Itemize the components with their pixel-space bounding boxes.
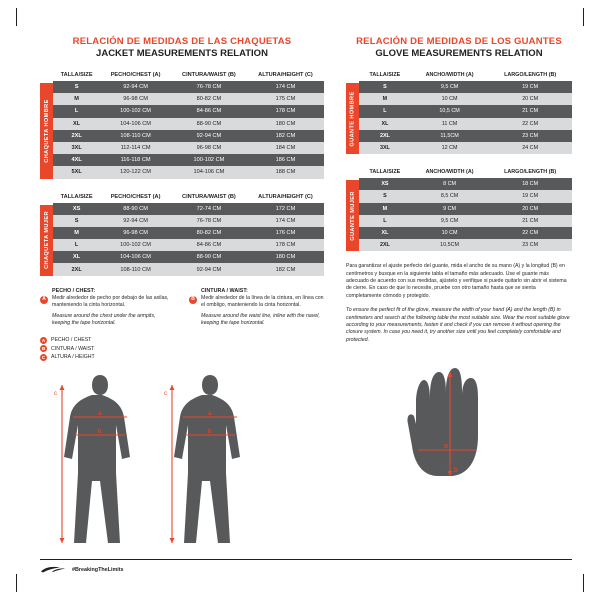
cell-value: 80-82 CM [171, 93, 247, 105]
cell-value: 76-78 CM [171, 215, 247, 227]
cell-value: 9,5 CM [411, 81, 488, 93]
cell-size: S [359, 190, 411, 202]
cell-value: 8,5 CM [411, 190, 488, 202]
cell-value: 12 CM [411, 142, 488, 154]
cell-size: L [359, 105, 411, 117]
table-row [359, 142, 572, 154]
table-row [53, 215, 324, 227]
cell-value: 174 CM [247, 81, 324, 93]
glove-instructions-en: To ensure the perfect fit of the glove, measure the width of your hand (A) and the length (B) in centimeters and search at the following table the most suitable size. Wear the most suitable glove according to your measurements, fasten it and check if you can remove it without opening the closure system. In case you need it, try another size until you feel completely comfortable and protected. [346, 307, 570, 343]
cell-value: 100-102 CM [171, 154, 247, 166]
cell-value: 20 CM [488, 93, 572, 105]
cell-value: 9 CM [411, 203, 488, 215]
cell-value: 21 CM [488, 215, 572, 227]
glove-figure [346, 350, 572, 495]
cell-value: 108-110 CM [100, 263, 171, 275]
table-header-row [359, 69, 572, 81]
cell-value: 100-102 CM [100, 105, 171, 117]
table-row [359, 93, 572, 105]
cell-value: 22 CM [488, 118, 572, 130]
table-header-row [53, 191, 324, 203]
cell-value: 104-106 CM [100, 251, 171, 263]
body-front-figure [64, 375, 130, 543]
note-chest-label: PECHO / CHEST: [52, 287, 96, 294]
note-chest-es: Medir alrededor de pecho por debajo de las axilas, manteniendo la cinta horizontal. [52, 294, 169, 308]
cell-size: 5XL [53, 166, 100, 178]
jacket-men-tab-label: CHAQUETA HOMBRE [43, 99, 50, 163]
cell-value: 112-114 CM [100, 142, 171, 154]
cell-value: 116-118 CM [100, 154, 171, 166]
cell-value: 100-102 CM [100, 239, 171, 251]
cell-value: 188 CM [247, 166, 324, 178]
col-length: LARGO/LENGTH (B) [504, 169, 557, 176]
table-row [53, 227, 324, 239]
cell-size: 3XL [359, 142, 411, 154]
cell-value: 80-82 CM [171, 227, 247, 239]
glove-hand-figure [346, 350, 572, 490]
cell-size: S [53, 81, 100, 93]
glove-women-tab-label: GUANTE MUJER [349, 190, 356, 241]
cell-size: L [53, 105, 100, 117]
cell-size: XS [53, 203, 100, 215]
cell-value: 92-94 CM [171, 263, 247, 275]
table-row [359, 118, 572, 130]
table-row [53, 154, 324, 166]
bullet-b-icon: B [189, 296, 197, 304]
note-waist [189, 288, 324, 327]
body-figure-group [40, 365, 324, 555]
cell-value: 104-106 CM [171, 166, 247, 178]
cell-value: 9,5 CM [411, 215, 488, 227]
col-waist: CINTURA/WAIST (B) [182, 72, 236, 78]
svg-text:c: c [54, 390, 57, 397]
cell-value: 176 CM [247, 227, 324, 239]
legend-label: PECHO / CHEST [51, 337, 92, 344]
cell-value: 92-94 CM [171, 130, 247, 142]
cell-value: 11,5CM [411, 130, 488, 142]
cell-size: M [359, 93, 411, 105]
svg-text:b: b [208, 428, 212, 435]
table-row [53, 130, 324, 142]
cell-size: 2XL [359, 239, 411, 251]
note-waist-label: CINTURA / WAIST: [201, 287, 248, 294]
cell-value: 180 CM [247, 251, 324, 263]
table-row [53, 263, 324, 275]
glove-men-table-wrap [346, 69, 572, 154]
jacket-men-tab [40, 83, 53, 179]
jacket-women-tbody [53, 203, 324, 276]
table-row [53, 118, 324, 130]
brand-logo-icon [40, 565, 66, 574]
cell-value: 184 CM [247, 142, 324, 154]
cell-size: 2XL [53, 263, 100, 275]
table-row [53, 81, 324, 93]
glove-men-tab [346, 83, 359, 154]
cell-value: 19 CM [488, 190, 572, 202]
table-row [53, 93, 324, 105]
cell-value: 84-86 CM [171, 105, 247, 117]
cell-size: XS [359, 178, 411, 190]
col-chest: PECHO/CHEST (A) [110, 193, 161, 200]
note-chest-en: Measure around the chest under the armpits, keeping the tape horizontal. [52, 312, 156, 326]
table-row [53, 166, 324, 178]
cell-size: XL [359, 118, 411, 130]
cell-value: 11 CM [411, 118, 488, 130]
table-row [53, 203, 324, 215]
glove-women-table [359, 166, 572, 251]
col-height: ALTURA/HEIGHT (C) [258, 72, 313, 78]
note-waist-es: Medir alrededor de la línea de la cintura, en línea con el ombligo, manteniendo la cinta horizontal. [201, 294, 324, 308]
cell-size: 3XL [53, 142, 100, 154]
glove-women-table-wrap [346, 166, 572, 251]
svg-text:b: b [454, 467, 458, 474]
table-row [359, 227, 572, 239]
glove-men-table [359, 69, 572, 154]
legend-mark-icon: A [41, 337, 46, 343]
svg-text:a: a [444, 443, 448, 450]
glove-instructions [346, 263, 572, 344]
cell-value: 21 CM [488, 105, 572, 117]
cell-size: S [359, 81, 411, 93]
col-height: ALTURA/HEIGHT (C) [258, 193, 313, 200]
cell-value: 186 CM [247, 154, 324, 166]
crop-mark-top-right [583, 8, 584, 26]
jacket-title-en: JACKET MEASUREMENTS RELATION [96, 48, 268, 59]
cell-value: 96-98 CM [100, 227, 171, 239]
svg-text:c: c [164, 390, 167, 397]
cell-value: 10 CM [411, 93, 488, 105]
table-row [53, 105, 324, 117]
col-chest: PECHO/CHEST (A) [110, 72, 161, 78]
cell-value: 182 CM [247, 130, 324, 142]
cell-value: 96-98 CM [100, 93, 171, 105]
jacket-section [40, 36, 324, 555]
cell-value: 88-90 CM [171, 118, 247, 130]
cell-value: 72-74 CM [171, 203, 247, 215]
legend-row [40, 354, 324, 361]
glove-title-es: RELACIÓN DE MEDIDAS DE LOS GUANTES [356, 36, 562, 47]
cell-value: 10,5CM [411, 239, 488, 251]
cell-value: 108-110 CM [100, 130, 171, 142]
table-row [359, 130, 572, 142]
cell-value: 84-86 CM [171, 239, 247, 251]
table-row [359, 105, 572, 117]
cell-value: 92-94 CM [100, 215, 171, 227]
crop-mark-top-left [16, 8, 17, 26]
glove-title-en: GLOVE MEASUREMENTS RELATION [375, 48, 543, 59]
cell-value: 10 CM [411, 227, 488, 239]
bullet-a-icon: A [40, 296, 48, 304]
table-row [359, 203, 572, 215]
cell-value: 104-106 CM [100, 118, 171, 130]
note-chest [40, 288, 175, 327]
jacket-women-tab [40, 205, 53, 276]
table-row [359, 81, 572, 93]
col-size: TALLA/SIZE [60, 72, 93, 78]
cell-size: L [53, 239, 100, 251]
jacket-women-tab-label: CHAQUETA MUJER [43, 211, 50, 269]
glove-instructions-es: Para garantizar el ajuste perfecto del guante, mida el ancho de su mano (A) y la longitud (B) en centímetros y busque en la siguiente tabla el tamaño más adecuado. Use el guante más adecuado de acuerdo con sus medidas, ajústelo y verifique si puede quitarlo sin abrir el sistema de cierre. En caso de que lo necesite, pruebe con otro tamaño hasta que se sienta completamente cómodo y protegido. [346, 263, 567, 299]
jacket-men-tbody [53, 81, 324, 179]
cell-value: 10,5 CM [411, 105, 488, 117]
glove-women-tbody [359, 178, 572, 251]
cell-value: 8 CM [411, 178, 488, 190]
cell-value: 172 CM [247, 203, 324, 215]
col-waist: CINTURA/WAIST (B) [182, 193, 236, 200]
cell-value: 76-78 CM [171, 81, 247, 93]
jacket-measure-notes [40, 288, 324, 327]
col-size: TALLA/SIZE [369, 72, 401, 78]
cell-value: 120-122 CM [100, 166, 171, 178]
cell-value: 88-90 CM [100, 203, 171, 215]
legend-row [40, 337, 324, 344]
cell-size: 2XL [53, 130, 100, 142]
table-row [359, 215, 572, 227]
col-size: TALLA/SIZE [369, 169, 401, 176]
cell-value: 175 CM [247, 93, 324, 105]
cell-value: 19 CM [488, 81, 572, 93]
jacket-men-table [53, 69, 324, 179]
legend-label: ALTURA / HEIGHT [51, 354, 95, 361]
legend-label: CINTURA / WAIST [51, 345, 95, 352]
cell-value: 182 CM [247, 263, 324, 275]
cell-value: 24 CM [488, 142, 572, 154]
table-row [53, 239, 324, 251]
jacket-figures [40, 365, 324, 555]
cell-value: 23 CM [488, 130, 572, 142]
table-row [53, 142, 324, 154]
cell-size: XL [53, 118, 100, 130]
svg-text:a: a [98, 410, 102, 417]
note-waist-en: Measure around the waist line, inline with the navel, keeping the tape horizontal. [201, 312, 320, 326]
cell-size: M [359, 203, 411, 215]
content-columns [40, 36, 572, 555]
glove-women-tab [346, 180, 359, 251]
col-width: ANCHO/WIDTH (A) [425, 169, 474, 176]
footer [40, 565, 124, 574]
col-size: TALLA/SIZE [60, 193, 93, 200]
jacket-women-table [53, 191, 324, 276]
glove-men-tbody [359, 81, 572, 154]
legend-row [40, 345, 324, 352]
crop-mark-bottom-right [583, 574, 584, 592]
table-header-row [359, 166, 572, 178]
table-row [359, 178, 572, 190]
table-row [53, 251, 324, 263]
cell-value: 178 CM [247, 239, 324, 251]
cell-value: 22 CM [488, 227, 572, 239]
cell-size: M [53, 227, 100, 239]
cell-size: XL [359, 227, 411, 239]
jacket-title-es: RELACIÓN DE MEDIDAS DE LAS CHAQUETAS [72, 36, 292, 47]
svg-text:a: a [208, 410, 212, 417]
cell-value: 23 CM [488, 239, 572, 251]
cell-size: XL [53, 251, 100, 263]
legend-mark-icon: C [41, 354, 46, 360]
cell-value: 88-90 CM [171, 251, 247, 263]
table-header-row [53, 69, 324, 81]
cell-value: 174 CM [247, 215, 324, 227]
glove-section [346, 36, 572, 555]
table-row [359, 190, 572, 202]
cell-size: 4XL [53, 154, 100, 166]
glove-men-tab-label: GUANTE HOMBRE [349, 90, 356, 147]
body-back-figure [174, 375, 240, 543]
cell-size: S [53, 215, 100, 227]
cell-size: L [359, 215, 411, 227]
table-row [359, 239, 572, 251]
cell-value: 20 CM [488, 203, 572, 215]
cell-size: 2XL [359, 130, 411, 142]
cell-value: 18 CM [488, 178, 572, 190]
crop-mark-bottom-left [16, 574, 17, 592]
cell-value: 96-98 CM [171, 142, 247, 154]
cell-size: M [53, 93, 100, 105]
legend-mark-icon: B [41, 346, 46, 352]
col-length: LARGO/LENGTH (B) [504, 72, 557, 78]
svg-text:b: b [98, 428, 102, 435]
col-width: ANCHO/WIDTH (A) [425, 72, 474, 78]
jacket-men-table-wrap [40, 69, 324, 179]
footer-hashtag: #BreakingTheLimits [72, 566, 124, 573]
cell-value: 92-94 CM [100, 81, 171, 93]
cell-value: 180 CM [247, 118, 324, 130]
jacket-legend [40, 337, 324, 361]
jacket-women-table-wrap [40, 191, 324, 276]
footer-divider [40, 559, 572, 560]
cell-value: 178 CM [247, 105, 324, 117]
